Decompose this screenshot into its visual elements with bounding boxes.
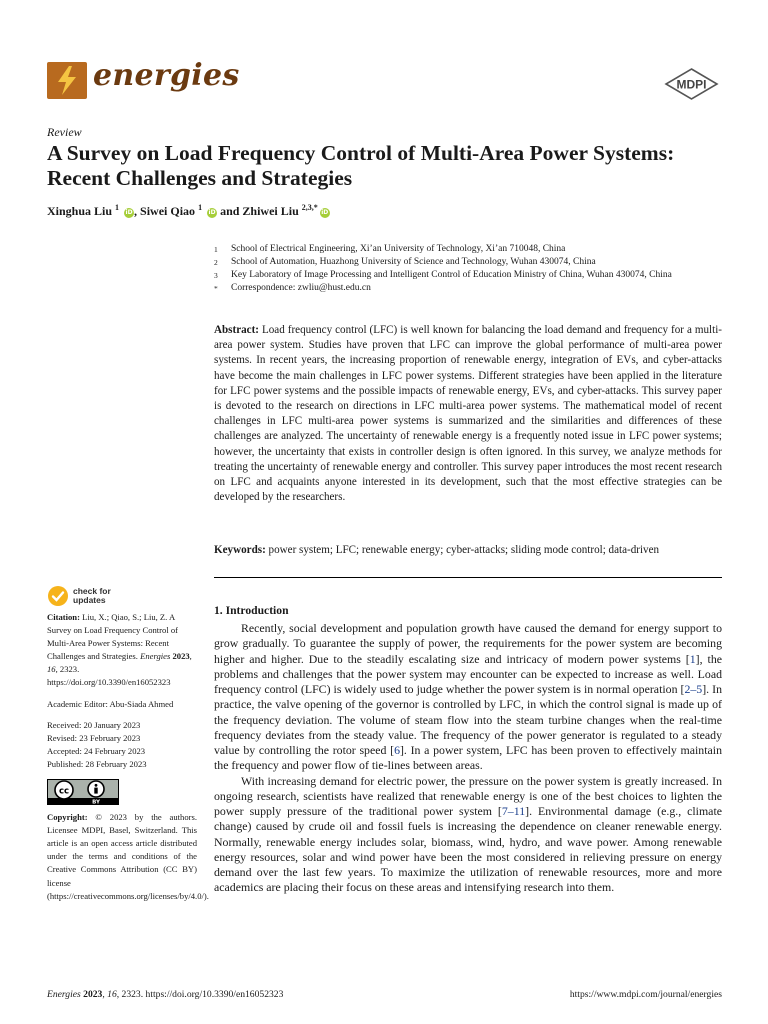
orcid-icon[interactable]: iD bbox=[125, 209, 133, 216]
citation-link[interactable]: 7–11 bbox=[501, 804, 526, 818]
keywords-text: power system; LFC; renewable energy; cyber-attacks; sliding mode control; data-driven bbox=[268, 544, 660, 556]
citation: Citation: Liu, X.; Qiao, S.; Liu, Z. A Survey on Load Frequency Control of Multi-Area Power Systems: Recent Challenges and Strategies. Energies 2023, 16, 2323. https://doi.org/10.3390/en16052323 bbox=[47, 612, 192, 688]
correspondence: * Correspondence: zwliu@hust.edu.cn bbox=[214, 283, 371, 293]
check-for-updates-button[interactable] bbox=[47, 585, 111, 607]
keywords bbox=[214, 544, 722, 556]
affiliations bbox=[214, 243, 684, 295]
divider bbox=[214, 577, 722, 578]
cc-by-label: BY bbox=[92, 799, 100, 806]
author-separator: and bbox=[217, 204, 243, 218]
date-published: Published: 28 February 2023 bbox=[47, 758, 147, 769]
check-updates-line: check for bbox=[73, 586, 111, 596]
check-updates-line: updates bbox=[73, 595, 106, 605]
copyright-label: Copyright: bbox=[47, 812, 88, 823]
orcid-icon[interactable]: iD bbox=[321, 209, 329, 216]
affiliation-item: 1 School of Electrical Engineering, Xi’an University of Technology, Xi’an 710048, China bbox=[214, 244, 566, 254]
svg-text:cc: cc bbox=[58, 786, 70, 797]
citation-volume: 16 bbox=[47, 664, 56, 675]
footer-volume: 16 bbox=[107, 989, 117, 1000]
mdpi-logo-text: MDPI bbox=[676, 77, 707, 92]
article-type: Review bbox=[47, 125, 82, 139]
footer-citation: Energies 2023, 16, 2323. https://doi.org/10.3390/en16052323 bbox=[47, 989, 284, 1000]
orcid-icon[interactable]: iD bbox=[208, 209, 216, 216]
author-affiliation-mark: 2,3,* bbox=[301, 203, 318, 212]
page-title: A Survey on Load Frequency Control of Multi-Area Power Systems: Recent Challenges and Strategies bbox=[47, 141, 675, 190]
author-affiliation-mark: 1 bbox=[198, 203, 203, 212]
article-info-sidebar bbox=[47, 611, 209, 903]
academic-editor: Academic Editor: Abu-Siada Ahmed bbox=[47, 698, 174, 709]
author-list bbox=[47, 203, 330, 219]
citation-journal: Energies bbox=[140, 651, 171, 662]
citation-link[interactable]: 6 bbox=[394, 743, 400, 757]
journal-logo bbox=[47, 62, 87, 99]
date-revised: Revised: 23 February 2023 bbox=[47, 732, 141, 743]
affiliation-item: 2 School of Automation, Huazhong University of Science and Technology, Wuhan 430074, China bbox=[214, 257, 596, 267]
citation-link[interactable]: 1 bbox=[689, 651, 696, 666]
date-accepted: Accepted: 24 February 2023 bbox=[47, 745, 146, 756]
abstract-label: Abstract: bbox=[214, 324, 259, 336]
mdpi-logo[interactable] bbox=[664, 68, 719, 100]
keywords-label: Keywords: bbox=[214, 544, 266, 556]
citation-link[interactable]: 2–5 bbox=[684, 682, 703, 696]
introduction-body bbox=[214, 621, 722, 896]
footer-doi: , 2323. https://doi.org/10.3390/en16052323 bbox=[116, 989, 284, 1000]
author-affiliation-mark: 1 bbox=[115, 203, 120, 212]
lightning-icon bbox=[47, 62, 87, 99]
author-separator: , bbox=[134, 204, 141, 218]
author-name: Siwei Qiao bbox=[140, 204, 196, 218]
citation-year: 2023 bbox=[172, 651, 190, 662]
author-name: Zhiwei Liu bbox=[242, 204, 299, 218]
date-received: Received: 20 January 2023 bbox=[47, 719, 141, 730]
paragraph: Recently, social development and population growth have caused the demand for energy support to grow gradually. To guarantee the supply of power, the requirements for the power system are becoming higher and higher. Due to the steadily escalating size and intricacy of modern power systems [1], the problems and challenges that the power system may encounter can be expected to increase as well. Load frequency control (LFC) is widely used to judge whether the power system is in normal operation [2–5]. In practice, the valve opening of the governor is controlled by LFC, in which the control signal is made up of the frequency deviation. The volume of steam flow into the steam turbine changes when the real-time frequency deviates from the steady value. The frequency of the power generator is regulated to a steady value by controlling the rotor speed [6]. In a power system, LFC has been proven to effectively maintain the frequency and power flow of tie-lines between areas. bbox=[214, 621, 722, 773]
copyright-text: © 2023 by the authors. Licensee MDPI, Basel, Switzerland. This article is an open access article distributed under the terms and conditions of the Creative Commons Attribution (CC BY) license (https://creativecommons.org/licenses/by/4.0/). bbox=[47, 812, 209, 901]
affiliation-item: 3 Key Laboratory of Image Processing and Intelligent Control of Education Ministry of China, Wuhan 430074, China bbox=[214, 270, 672, 280]
cc-by-license-icon[interactable] bbox=[47, 779, 119, 805]
check-updates-icon bbox=[47, 585, 69, 607]
footer-journal-url[interactable]: https://www.mdpi.com/journal/energies bbox=[569, 989, 722, 1000]
journal-name[interactable]: energies bbox=[93, 58, 240, 93]
paragraph: With increasing demand for electric power, the pressure on the power system is greatly increased. In ongoing research, scientists have realized that renewable energy is one of the best choices to lighten the power supply pressure of the traditional power system [7–11]. Environmental damage (e.g., climate change) caused by crude oil and fossil fuels is increasing the dependence on cleaner renewable energy. Normally, renewable energy includes solar, biomass, wind, hydro, and wave power. Among renewable energy resources, solar and wind power have been the most considered in relieving pressure on energy demand over the last few years. To maximize the utilization of renewable resources, more and more academics are placing their focus on these areas and intensifying research into them. bbox=[214, 773, 722, 895]
copyright-notice bbox=[47, 811, 209, 903]
citation-doi: , 2323. https://doi.org/10.3390/en16052323 bbox=[47, 664, 171, 688]
section-heading-introduction: 1. Introduction bbox=[214, 604, 289, 617]
citation-label: Citation: bbox=[47, 612, 80, 622]
footer-year: 2023 bbox=[83, 989, 103, 1000]
footer-journal: Energies bbox=[47, 989, 81, 1000]
citation-text: Liu, X.; Qiao, S.; Liu, Z. A Survey on Load Frequency Control of Multi-Area Power Systems: Recent Challenges and Strategies. bbox=[47, 612, 179, 662]
abstract bbox=[214, 323, 722, 505]
author-name: Xinghua Liu bbox=[47, 204, 113, 218]
abstract-text: Load frequency control (LFC) is well known for balancing the load demand and frequency for a multi-area power system. Studies have proven that LFC can improve the global performance of multi-area power systems. In recent years, the increasing proportion of renewable energy, integration of EVs, and cyber-attacks have become the main challenges in LFC power systems. Different strategies have been applied in the literature for LFC power systems and the possible impacts of renewable energy, EVs, and cyber-attacks. This survey paper is devoted to the research on directions in LFC multi-area power systems. The mathematical model of recent challenges in LFC multi-area power systems is summarized and the similarities and differences of these challenges are analyzed. The uncertainty of renewable energy is a frequently noted issue in LFC power systems; however, the uncertainty that exists in controller design is often ignored. In this survey, we analyze methods for treating the uncertainty of renewable energy and controller. This survey paper introduces the most recent research on LFC and acquaints anyone interested in its development, such that the most effective strategies can be developed by the researchers. bbox=[214, 324, 722, 504]
